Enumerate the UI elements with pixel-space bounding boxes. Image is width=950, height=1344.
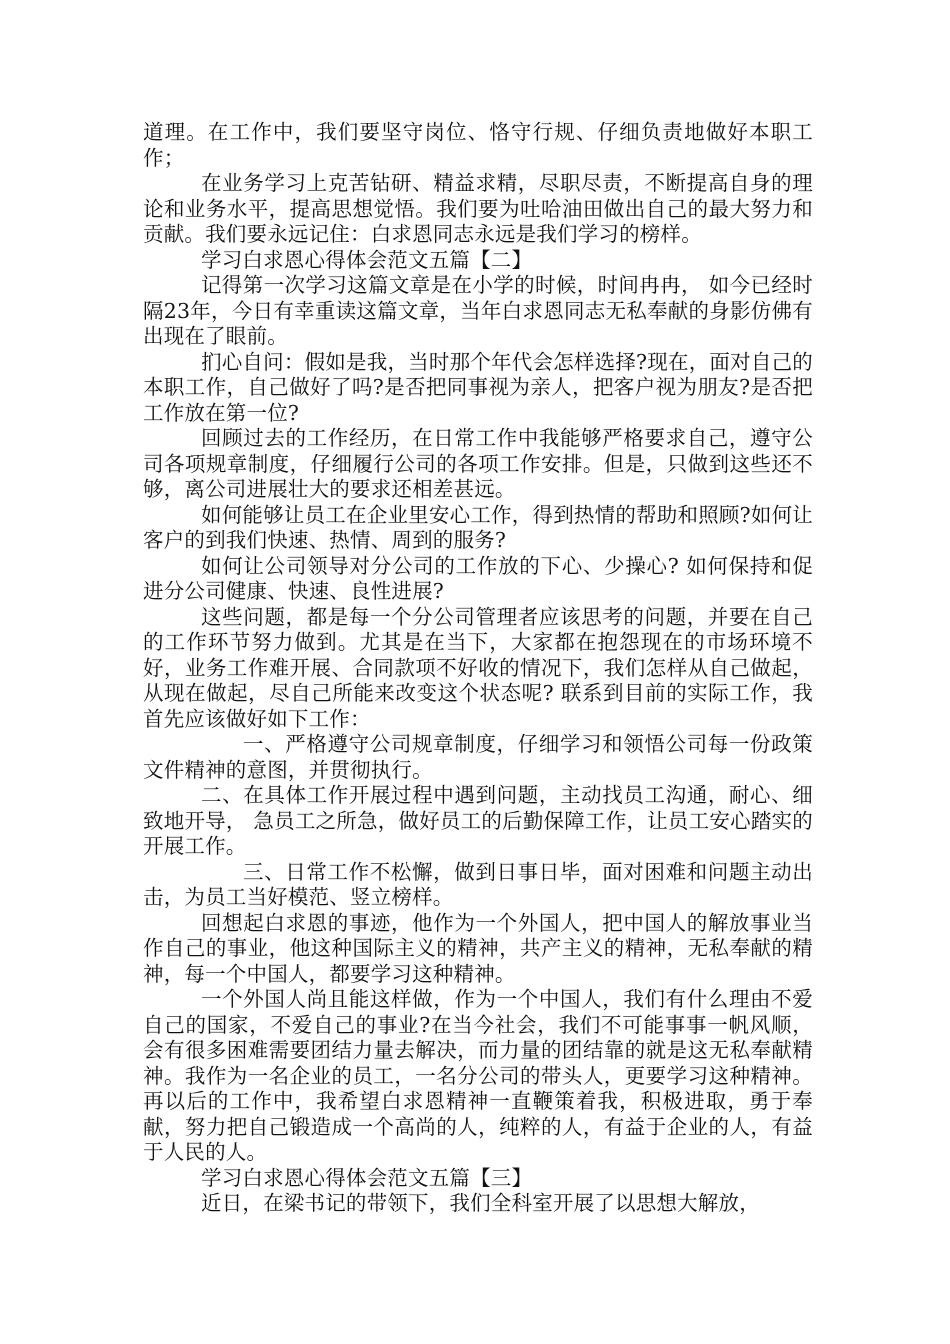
paragraph: 回想起白求恩的事迹，他作为一个外国人，把中国人的解放事业当作自己的事业，他这种国际主义的精神，共产主义的精神，无私奉献的精神，每一个中国人，都要学习这种精神。: [143, 910, 813, 986]
paragraph: 这些问题，都是每一个分公司管理者应该思考的问题，并要在自己的工作环节努力做到。尤其是在当下，大家都在抱怨现在的市场环境不好，业务工作难开展、合同款项不好收的情况下，我们怎样从自己做起，从现在做起，尽自己所能来改变这个状态呢? 联系到目前的实际工作，我首先应该做好如下工作：: [143, 604, 813, 731]
paragraph: 记得第一次学习这篇文章是在小学的时候，时间冉冉， 如今已经时隔23年，今日有幸重读这篇文章，当年白求恩同志无私奉献的身影仿佛有出现在了眼前。: [143, 273, 813, 348]
paragraph: 在业务学习上克苦钻研、精益求精，尽职尽责，不断提高自身的理论和业务水平，提高思想觉悟。我们要为吐哈油田做出自己的最大努力和贡献。我们要永远记住：白求恩同志永远是我们学习的榜样。: [143, 171, 813, 246]
paragraph: 近日，在梁书记的带领下，我们全科室开展了以思想大解放，: [201, 1191, 760, 1215]
list-item-three: 三、日常工作不松懈，做到日事日毕，面对困难和问题主动出击，为员工当好模范、竖立榜样。: [143, 859, 813, 909]
list-item-two: 二、在具体工作开展过程中遇到问题，主动找员工沟通，耐心、细致地开导， 急员工之所急，做好员工的后勤保障工作，让员工安心踏实的开展工作。: [143, 783, 813, 858]
paragraph: 一个外国人尚且能这样做，作为一个中国人，我们有什么理由不爱自己的国家，不爱自己的事业?在当今社会，我们不可能事事一帆风顺，会有很多困难需要团结力量去解决，而力量的团结靠的就是这无私奉献精神。我作为一名企业的员工，一名分公司的带头人，更要学习这种精神。再以后的工作中，我希望白求恩精神一直鞭策着我，积极进取，勇于奉献，努力把自己锻造成一个高尚的人，纯粹的人，有益于企业的人，有益于人民的人。: [143, 987, 813, 1164]
section-heading: 学习白求恩心得体会范文五篇【二】: [201, 247, 533, 272]
paragraph-continuation: 道理。在工作中，我们要坚守岗位、恪守行规、仔细负责地做好本职工作；: [143, 120, 813, 170]
paragraph: 如何能够让员工在企业里安心工作，得到热情的帮助和照顾?如何让客户的到我们快速、热情、周到的服务?: [143, 502, 813, 552]
section-heading: 学习白求恩心得体会范文五篇【三】: [201, 1165, 533, 1190]
paragraph: 如何让公司领导对分公司的工作放的下心、少操心? 如何保持和促进分公司健康、快速、良性进展?: [143, 553, 813, 603]
list-item-one: 一、严格遵守公司规章制度，仔细学习和领悟公司每一份政策文件精神的意图，并贯彻执行。: [143, 732, 813, 782]
document-body: [143, 120, 813, 1217]
paragraph: 扪心自问：假如是我，当时那个年代会怎样选择?现在，面对自己的本职工作，自己做好了吗?是否把同事视为亲人，把客户视为朋友?是否把工作放在第一位?: [143, 349, 813, 425]
paragraph: 回顾过去的工作经历，在日常工作中我能够严格要求自己，遵守公司各项规章制度，仔细履行公司的各项工作安排。但是，只做到这些还不够，离公司进展壮大的要求还相差甚远。: [143, 426, 813, 501]
